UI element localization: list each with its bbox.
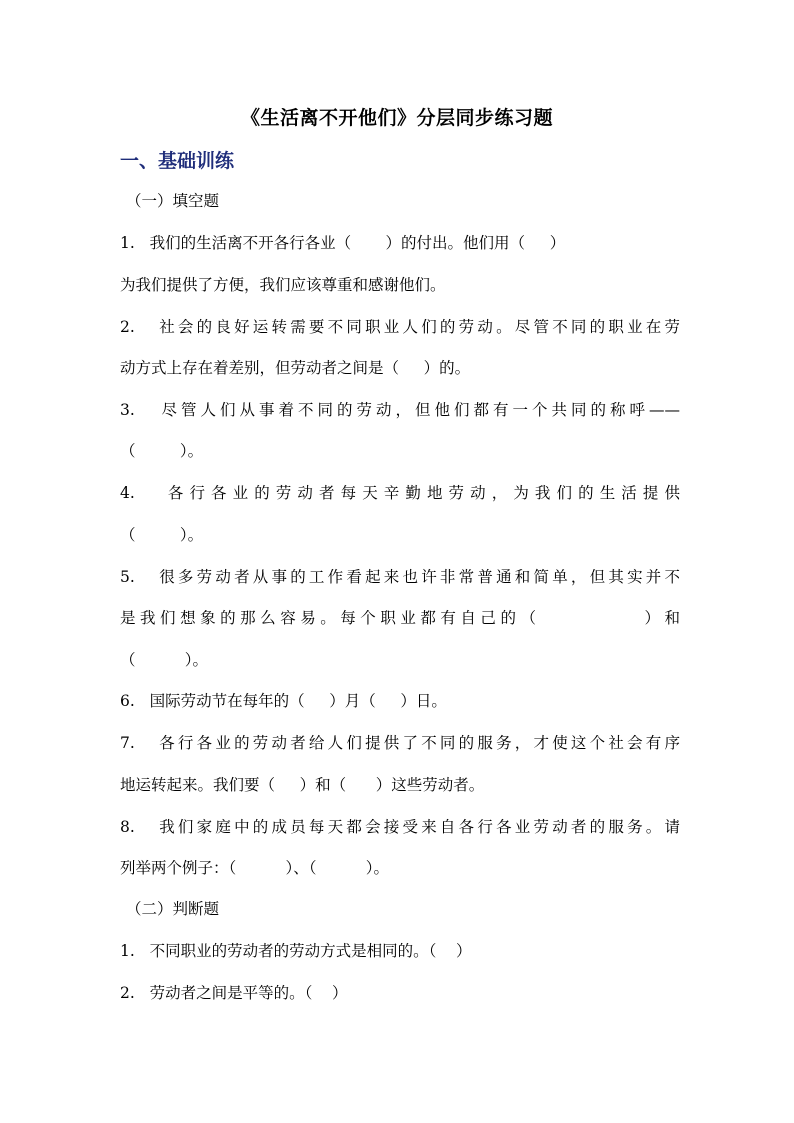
judgement-1: 1. 不同职业的劳动者的劳动方式是相同的。（ ） — [120, 942, 472, 960]
question-8-line-2: 列举两个例子：（ ）、（ ）。 — [120, 859, 390, 877]
page-title: 《生活离不开他们》分层同步练习题 — [240, 107, 553, 129]
judgement-2: 2. 劳动者之间是平等的。（ ） — [120, 984, 348, 1002]
question-1-line-2: 为我们提供了方便，我们应该尊重和感谢他们。 — [120, 276, 446, 294]
question-3-line-2: （ ）。 — [120, 442, 204, 460]
question-4-line-1: 4. 各行各业的劳动者每天辛勤地劳动，为我们的生活提供 — [120, 484, 680, 502]
question-7-line-2: 地运转起来。我们要（ ）和（ ）这些劳动者。 — [120, 776, 485, 794]
question-6-line-1: 6. 国际劳动节在每年的（ ）月（ ）日。 — [120, 692, 447, 710]
subsection-fill-in-blank: （一）填空题 — [126, 192, 220, 210]
question-2-line-2: 动方式上存在着差别，但劳动者之间是（ ）的。 — [120, 359, 471, 377]
question-5-line-2: 是我们想象的那么容易。每个职业都有自己的（ ）和 — [120, 609, 680, 627]
question-2-line-1: 2. 社会的良好运转需要不同职业人们的劳动。尽管不同的职业在劳 — [120, 318, 680, 336]
subsection-true-false: （二）判断题 — [126, 900, 220, 918]
question-3-line-1: 3. 尽管人们从事着不同的劳动，但他们都有一个共同的称呼—— — [120, 401, 680, 419]
question-7-line-1: 7. 各行各业的劳动者给人们提供了不同的服务，才使这个社会有序 — [120, 734, 680, 752]
question-8-line-1: 8. 我们家庭中的成员每天都会接受来自各行各业劳动者的服务。请 — [120, 818, 680, 836]
question-5-line-1: 5. 很多劳动者从事的工作看起来也许非常普通和简单，但其实并不 — [120, 568, 680, 586]
question-1-line-1: 1. 我们的生活离不开各行各业（ ）的付出。他们用（ ） — [120, 234, 566, 252]
question-5-line-3: （ ）。 — [120, 651, 209, 669]
section-heading-basic-training: 一、基础训练 — [120, 150, 235, 172]
question-4-line-2: （ ）。 — [120, 526, 204, 544]
